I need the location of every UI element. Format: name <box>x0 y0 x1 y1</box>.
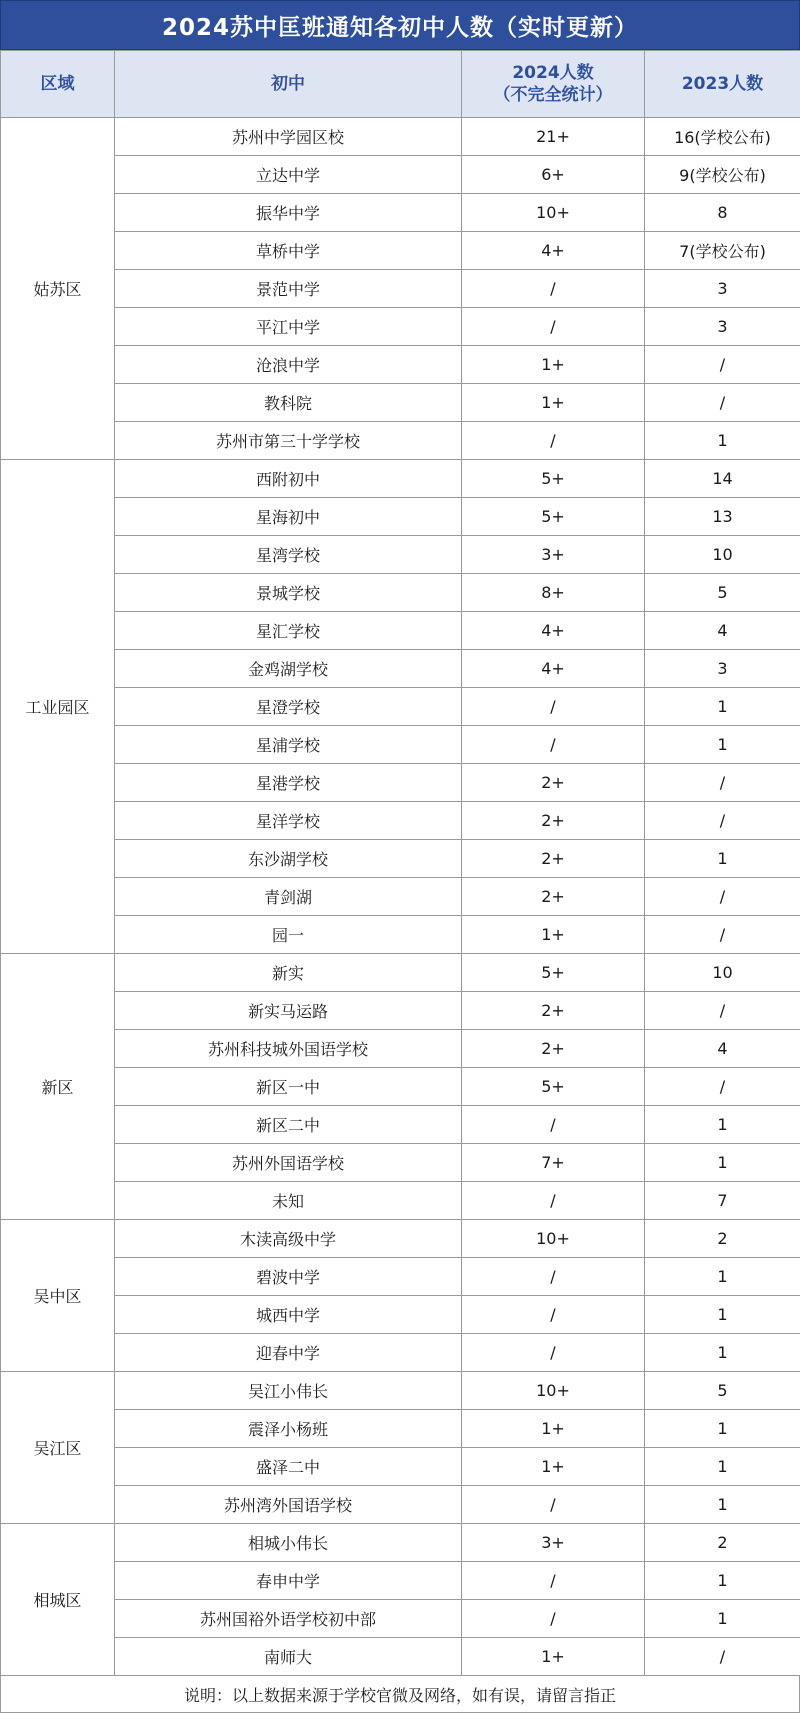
school-cell: 星浦学校 <box>115 726 462 764</box>
count-2024-cell: 1+ <box>462 1638 645 1676</box>
count-2024-cell: / <box>462 1562 645 1600</box>
count-2024-cell: 1+ <box>462 1410 645 1448</box>
table-header-row <box>1 51 800 118</box>
count-2023-cell: 4 <box>645 612 800 650</box>
count-2024-cell: / <box>462 270 645 308</box>
school-cell: 未知 <box>115 1182 462 1220</box>
region-cell: 吴中区 <box>1 1220 115 1372</box>
table-row <box>1 460 800 498</box>
count-2023-cell: 2 <box>645 1220 800 1258</box>
table-row <box>1 1562 800 1600</box>
count-2023-cell: 1 <box>645 1600 800 1638</box>
header-school: 初中 <box>115 51 462 118</box>
school-cell: 星港学校 <box>115 764 462 802</box>
footer-note: 说明：以上数据来源于学校官微及网络，如有误，请留言指正 <box>0 1676 800 1713</box>
count-2023-cell: 13 <box>645 498 800 536</box>
school-cell: 星澄学校 <box>115 688 462 726</box>
table-row <box>1 1068 800 1106</box>
school-cell: 平江中学 <box>115 308 462 346</box>
count-2023-cell: 3 <box>645 650 800 688</box>
table-row <box>1 650 800 688</box>
table-body <box>1 118 800 1676</box>
school-cell: 木渎高级中学 <box>115 1220 462 1258</box>
table-row <box>1 308 800 346</box>
school-cell: 相城小伟长 <box>115 1524 462 1562</box>
count-2024-cell: / <box>462 1296 645 1334</box>
count-2023-cell: 10 <box>645 954 800 992</box>
count-2024-cell: / <box>462 1106 645 1144</box>
count-2023-cell: 1 <box>645 1296 800 1334</box>
count-2023-cell: / <box>645 1068 800 1106</box>
table-row <box>1 1638 800 1676</box>
count-2023-cell: 1 <box>645 726 800 764</box>
school-cell: 苏州市第三十学学校 <box>115 422 462 460</box>
school-cell: 苏州外国语学校 <box>115 1144 462 1182</box>
count-2024-cell: 5+ <box>462 1068 645 1106</box>
count-2024-cell: 10+ <box>462 1372 645 1410</box>
table-row <box>1 1410 800 1448</box>
table-row <box>1 1372 800 1410</box>
count-2024-cell: 2+ <box>462 1030 645 1068</box>
table-row <box>1 1600 800 1638</box>
page-title: 2024苏中匡班通知各初中人数（实时更新） <box>0 0 800 50</box>
school-cell: 金鸡湖学校 <box>115 650 462 688</box>
table-row <box>1 1486 800 1524</box>
table-row <box>1 1296 800 1334</box>
count-2023-cell: 1 <box>645 1486 800 1524</box>
header-count-2023: 2023人数 <box>645 51 800 118</box>
school-cell: 青剑湖 <box>115 878 462 916</box>
count-2024-cell: / <box>462 1600 645 1638</box>
school-cell: 迎春中学 <box>115 1334 462 1372</box>
count-2023-cell: / <box>645 764 800 802</box>
count-2024-cell: 2+ <box>462 840 645 878</box>
table-row <box>1 1144 800 1182</box>
count-2024-cell: 4+ <box>462 650 645 688</box>
count-2024-cell: 2+ <box>462 764 645 802</box>
table-row <box>1 1258 800 1296</box>
count-2023-cell: 1 <box>645 1410 800 1448</box>
school-cell: 西附初中 <box>115 460 462 498</box>
school-cell: 立达中学 <box>115 156 462 194</box>
count-2023-cell: 1 <box>645 1106 800 1144</box>
table-row <box>1 156 800 194</box>
count-2023-cell: 5 <box>645 574 800 612</box>
count-2023-cell: / <box>645 384 800 422</box>
header-region: 区域 <box>1 51 115 118</box>
region-cell: 吴江区 <box>1 1372 115 1524</box>
count-2023-cell: 3 <box>645 308 800 346</box>
count-2024-cell: 3+ <box>462 536 645 574</box>
region-cell: 工业园区 <box>1 460 115 954</box>
count-2024-cell: / <box>462 422 645 460</box>
count-2023-cell: 1 <box>645 840 800 878</box>
count-2023-cell: 1 <box>645 1144 800 1182</box>
count-2024-cell: / <box>462 1486 645 1524</box>
school-cell: 苏州国裕外语学校初中部 <box>115 1600 462 1638</box>
count-2024-cell: 1+ <box>462 916 645 954</box>
table-row <box>1 954 800 992</box>
table-row <box>1 346 800 384</box>
table-row <box>1 1524 800 1562</box>
table-row <box>1 726 800 764</box>
count-2024-cell: 5+ <box>462 498 645 536</box>
count-2024-cell: 21+ <box>462 118 645 156</box>
school-cell: 星汇学校 <box>115 612 462 650</box>
count-2024-cell: / <box>462 308 645 346</box>
school-cell: 苏州科技城外国语学校 <box>115 1030 462 1068</box>
count-2024-cell: 10+ <box>462 1220 645 1258</box>
count-2023-cell: / <box>645 802 800 840</box>
school-cell: 春申中学 <box>115 1562 462 1600</box>
school-cell: 苏州中学园区校 <box>115 118 462 156</box>
school-cell: 星海初中 <box>115 498 462 536</box>
count-2024-cell: 1+ <box>462 346 645 384</box>
count-2024-cell: 6+ <box>462 156 645 194</box>
count-2023-cell: 4 <box>645 1030 800 1068</box>
count-2023-cell: 1 <box>645 1448 800 1486</box>
header-count-2024-line2: （不完全统计） <box>493 85 613 105</box>
table-row <box>1 118 800 156</box>
count-2023-cell: / <box>645 346 800 384</box>
school-cell: 园一 <box>115 916 462 954</box>
table-row <box>1 384 800 422</box>
table-row <box>1 194 800 232</box>
count-2024-cell: / <box>462 726 645 764</box>
school-cell: 吴江小伟长 <box>115 1372 462 1410</box>
count-2023-cell: 2 <box>645 1524 800 1562</box>
school-cell: 碧波中学 <box>115 1258 462 1296</box>
school-cell: 震泽小杨班 <box>115 1410 462 1448</box>
count-2024-cell: 1+ <box>462 384 645 422</box>
region-cell: 相城区 <box>1 1524 115 1676</box>
school-cell: 新实马运路 <box>115 992 462 1030</box>
count-2024-cell: 4+ <box>462 612 645 650</box>
count-2023-cell: / <box>645 1638 800 1676</box>
count-2023-cell: / <box>645 916 800 954</box>
count-2024-cell: 10+ <box>462 194 645 232</box>
table-row <box>1 232 800 270</box>
school-cell: 新区一中 <box>115 1068 462 1106</box>
count-2023-cell: 1 <box>645 1562 800 1600</box>
table-row <box>1 536 800 574</box>
count-2023-cell: 10 <box>645 536 800 574</box>
count-2023-cell: 1 <box>645 1334 800 1372</box>
count-2024-cell: 1+ <box>462 1448 645 1486</box>
school-cell: 城西中学 <box>115 1296 462 1334</box>
region-cell: 新区 <box>1 954 115 1220</box>
count-2023-cell: 1 <box>645 422 800 460</box>
table-row <box>1 574 800 612</box>
count-2023-cell: 8 <box>645 194 800 232</box>
table-row <box>1 422 800 460</box>
count-2023-cell: / <box>645 992 800 1030</box>
enrollment-table <box>0 50 800 1676</box>
count-2024-cell: / <box>462 1258 645 1296</box>
school-cell: 景范中学 <box>115 270 462 308</box>
count-2023-cell: 14 <box>645 460 800 498</box>
count-2024-cell: / <box>462 688 645 726</box>
school-cell: 草桥中学 <box>115 232 462 270</box>
school-cell: 新实 <box>115 954 462 992</box>
count-2024-cell: 2+ <box>462 802 645 840</box>
table-row <box>1 688 800 726</box>
school-cell: 南师大 <box>115 1638 462 1676</box>
school-cell: 沧浪中学 <box>115 346 462 384</box>
count-2024-cell: 2+ <box>462 992 645 1030</box>
table-row <box>1 1334 800 1372</box>
header-count-2024 <box>462 51 645 118</box>
count-2024-cell: 5+ <box>462 460 645 498</box>
count-2024-cell: 3+ <box>462 1524 645 1562</box>
count-2024-cell: 7+ <box>462 1144 645 1182</box>
table-row <box>1 270 800 308</box>
count-2023-cell: 1 <box>645 688 800 726</box>
school-cell: 教科院 <box>115 384 462 422</box>
school-cell: 星洋学校 <box>115 802 462 840</box>
count-2024-cell: 5+ <box>462 954 645 992</box>
count-2023-cell: 16(学校公布) <box>645 118 800 156</box>
count-2024-cell: / <box>462 1182 645 1220</box>
count-2024-cell: 2+ <box>462 878 645 916</box>
table-row <box>1 916 800 954</box>
count-2023-cell: 1 <box>645 1258 800 1296</box>
table-row <box>1 1448 800 1486</box>
school-cell: 新区二中 <box>115 1106 462 1144</box>
count-2023-cell: 5 <box>645 1372 800 1410</box>
table-row <box>1 1106 800 1144</box>
count-2024-cell: / <box>462 1334 645 1372</box>
count-2024-cell: 8+ <box>462 574 645 612</box>
table-row <box>1 992 800 1030</box>
table-row <box>1 1182 800 1220</box>
school-cell: 星湾学校 <box>115 536 462 574</box>
region-cell: 姑苏区 <box>1 118 115 460</box>
table-row <box>1 1220 800 1258</box>
count-2023-cell: 7(学校公布) <box>645 232 800 270</box>
table-row <box>1 802 800 840</box>
school-cell: 东沙湖学校 <box>115 840 462 878</box>
school-cell: 盛泽二中 <box>115 1448 462 1486</box>
school-cell: 苏州湾外国语学校 <box>115 1486 462 1524</box>
table-row <box>1 498 800 536</box>
school-cell: 景城学校 <box>115 574 462 612</box>
count-2023-cell: / <box>645 878 800 916</box>
table-row <box>1 764 800 802</box>
table-row <box>1 1030 800 1068</box>
table-row <box>1 840 800 878</box>
table-row <box>1 612 800 650</box>
header-count-2024-line1: 2024人数 <box>512 63 594 83</box>
count-2023-cell: 3 <box>645 270 800 308</box>
count-2023-cell: 7 <box>645 1182 800 1220</box>
count-2024-cell: 4+ <box>462 232 645 270</box>
count-2023-cell: 9(学校公布) <box>645 156 800 194</box>
table-row <box>1 878 800 916</box>
school-cell: 振华中学 <box>115 194 462 232</box>
